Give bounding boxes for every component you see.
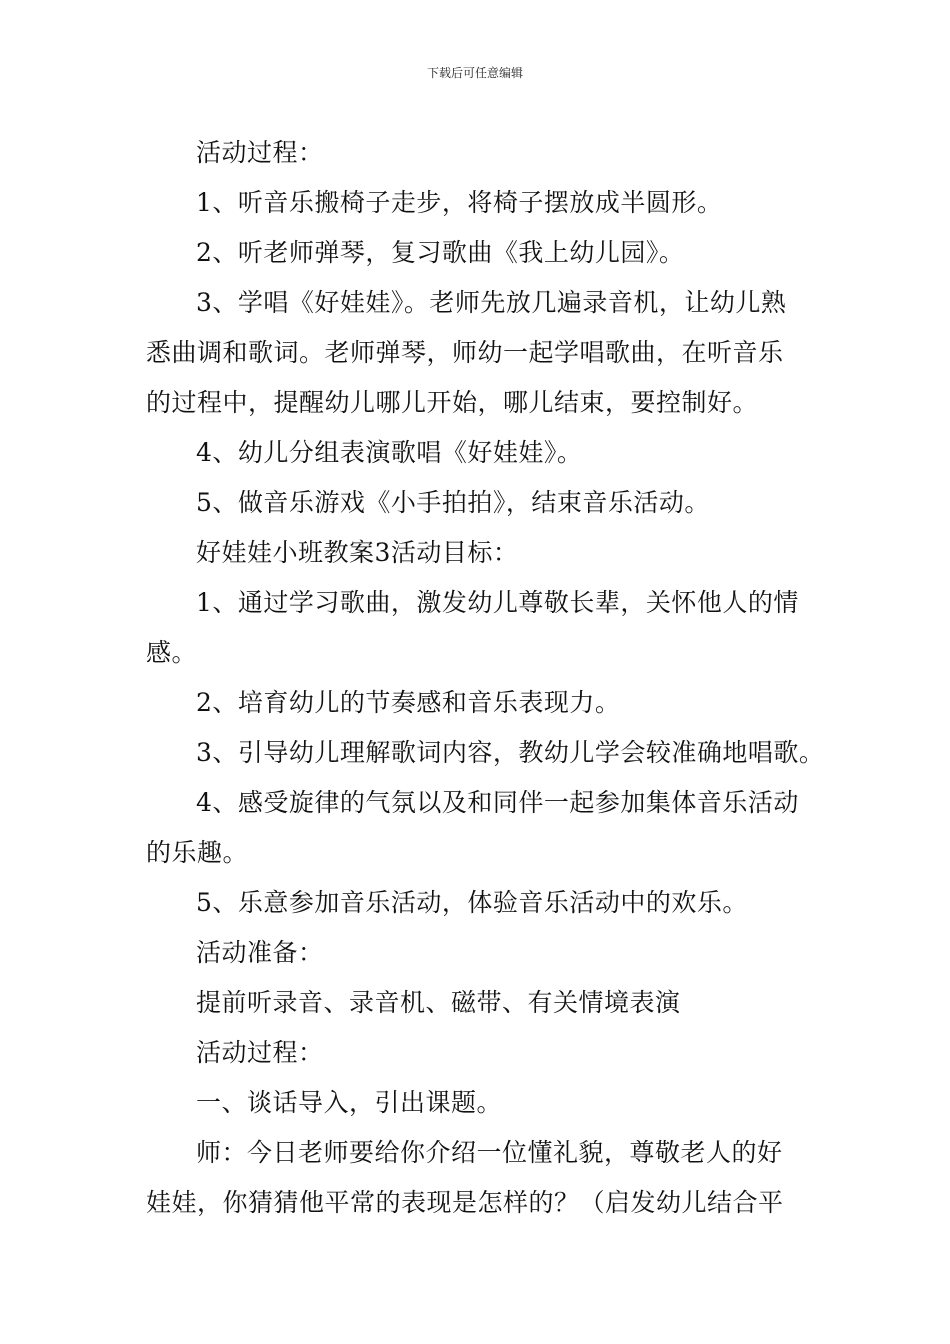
- text-line: 师：今日老师要给你介绍一位懂礼貌，尊敬老人的好: [196, 1138, 783, 1167]
- text-line: 5、乐意参加音乐活动，体验音乐活动中的欢乐。: [196, 888, 748, 917]
- text-line: 3、学唱《好娃娃》。老师先放几遍录音机，让幼儿熟: [196, 288, 787, 317]
- text-line: 2、培育幼儿的节奏感和音乐表现力。: [196, 688, 621, 717]
- text-line: 1、通过学习歌曲，激发幼儿尊敬长辈，关怀他人的情: [196, 588, 799, 617]
- document-body: [146, 128, 825, 1228]
- text-line: 的乐趣。: [146, 838, 249, 867]
- text-line: 2、听老师弹琴，复习歌曲《我上幼儿园》。: [196, 238, 685, 267]
- text-line: 1、听音乐搬椅子走步，将椅子摆放成半圆形。: [196, 188, 723, 217]
- text-line: 4、感受旋律的气氛以及和同伴一起参加集体音乐活动: [196, 788, 799, 817]
- text-line: 5、做音乐游戏《小手拍拍》，结束音乐活动。: [196, 488, 710, 517]
- text-line: 4、幼儿分组表演歌唱《好娃娃》。: [196, 438, 583, 467]
- text-line: 好娃娃小班教案3活动目标：: [196, 538, 519, 567]
- text-line: 感。: [146, 638, 198, 667]
- text-line: 活动准备：: [196, 938, 324, 967]
- text-line: 悉曲调和歌词。老师弹琴，师幼一起学唱歌曲，在听音乐: [146, 338, 784, 367]
- text-line: 活动过程：: [196, 1038, 324, 1067]
- text-line: 一、谈话导入，引出课题。: [196, 1088, 503, 1117]
- text-line: 娃娃，你猜猜他平常的表现是怎样的？（启发幼儿结合平: [146, 1188, 784, 1217]
- text-line: 3、引导幼儿理解歌词内容，教幼儿学会较准确地唱歌。: [196, 738, 825, 767]
- page-header-note: 下载后可任意编辑: [426, 66, 523, 80]
- text-line: 的过程中，提醒幼儿哪儿开始，哪儿结束，要控制好。: [146, 388, 759, 417]
- text-line: 提前听录音、录音机、磁带、有关情境表演: [196, 988, 681, 1017]
- text-line: 活动过程：: [196, 138, 324, 167]
